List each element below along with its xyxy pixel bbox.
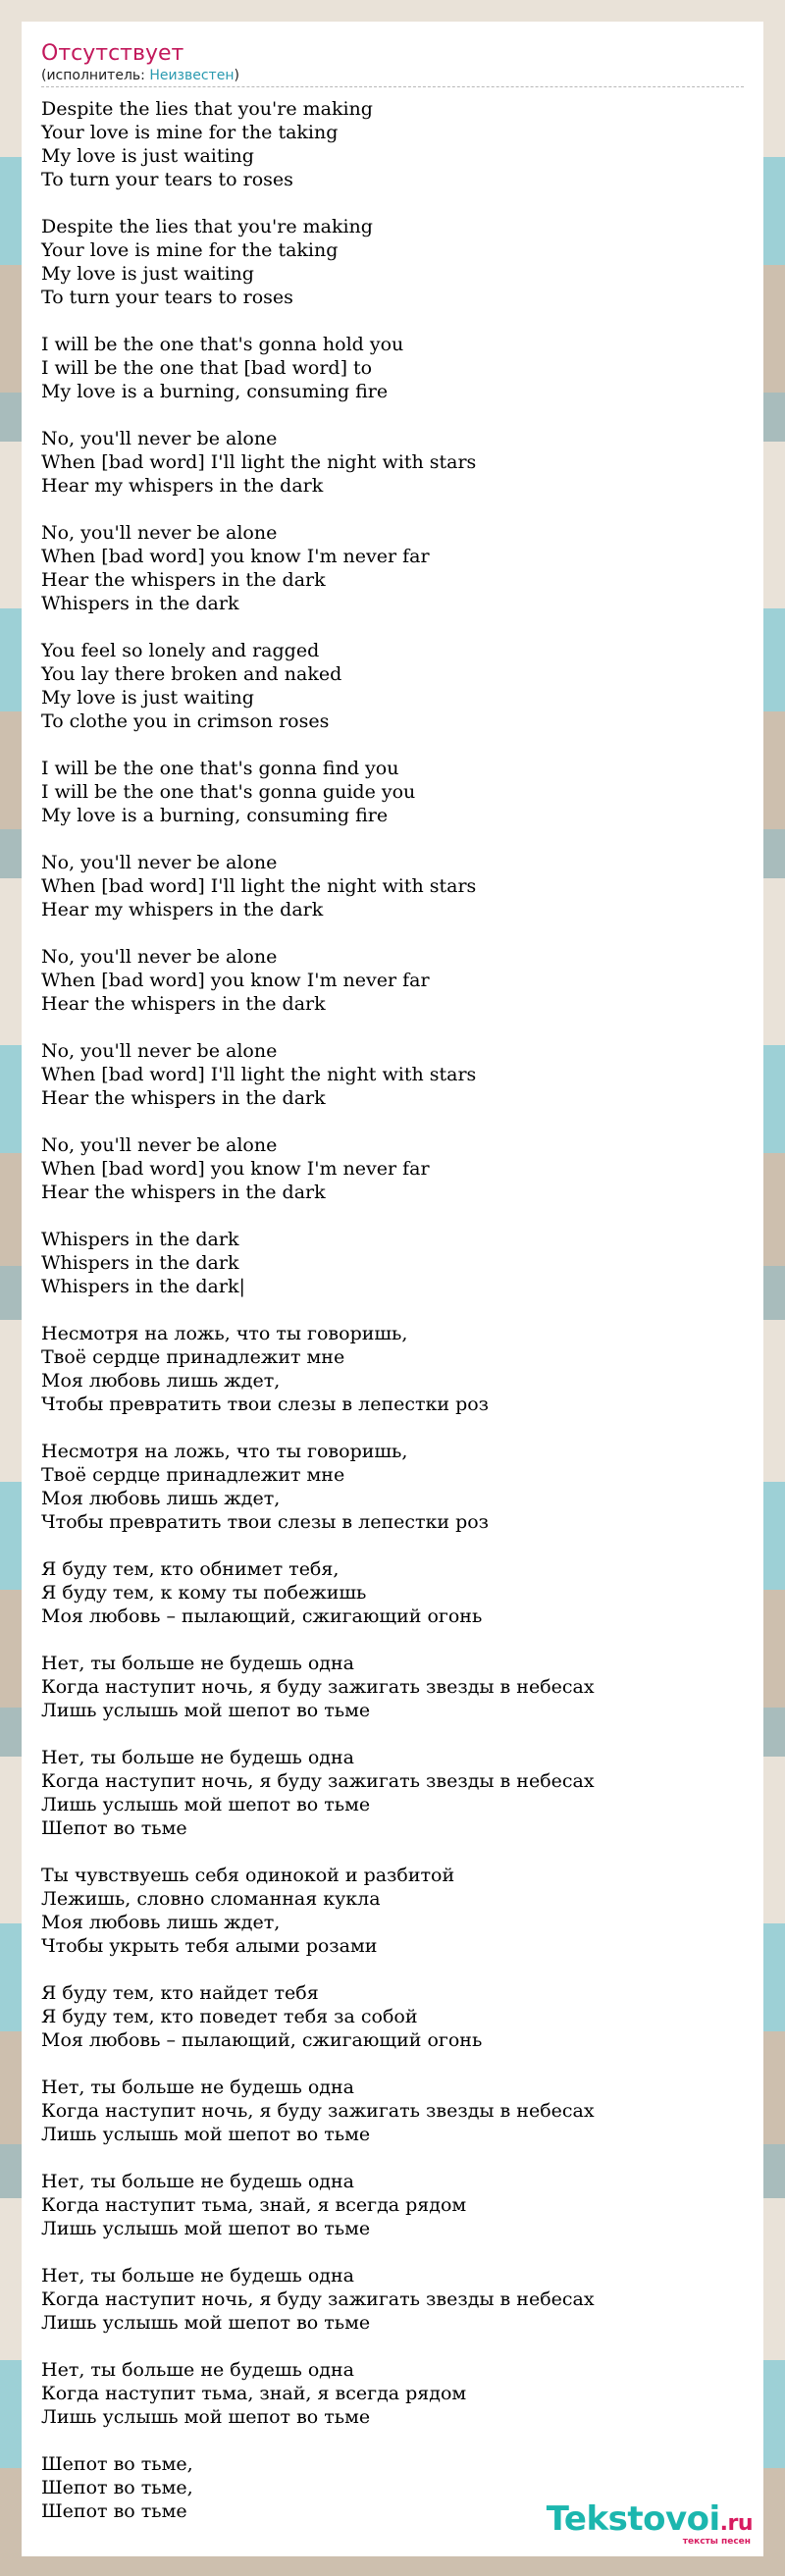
lyric-line: Your love is mine for the taking [41,122,339,143]
lyric-line: Despite the lies that you're making [41,98,373,120]
lyric-line: Лежишь, словно сломанная кукла [41,1888,381,1910]
stanza [41,1864,744,1958]
lyric-line: My love is a burning, consuming fire [41,381,389,402]
lyric-line: Лишь услышь мой шепот во тьме [41,2124,371,2145]
lyrics-card [22,22,763,2556]
lyric-line: Лишь услышь мой шепот во тьме [41,1794,371,1815]
lyric-line: Несмотря на ложь, что ты говоришь, [41,1323,408,1344]
lyric-line: To turn your tears to roses [41,169,293,190]
lyric-line: Несмотря на ложь, что ты говоришь, [41,1441,408,1462]
artist-line [41,67,239,84]
lyric-line: Hear the whispers in the dark [41,1182,326,1203]
stanza [41,1557,744,1628]
lyric-line: Твоё сердце принадлежит мне [41,1464,345,1486]
lyric-line: Шепот во тьме, [41,2477,193,2498]
lyric-line: No, you'll never be alone [41,428,278,449]
stanza [41,1228,744,1298]
lyric-line: My love is just waiting [41,145,254,167]
lyric-line: I will be the one that's gonna find you [41,758,399,779]
lyric-line: I will be the one that's gonna guide you [41,781,416,803]
lyric-line: Whispers in the dark [41,1229,239,1250]
lyric-line: When [bad word] you know I'm never far [41,1158,430,1180]
logo-tld: .ru [719,2511,753,2536]
lyrics-text [41,97,744,2547]
lyric-line: No, you'll never be alone [41,946,278,968]
stanza [41,1981,744,2052]
lyric-line: Моя любовь лишь ждет, [41,1488,281,1509]
lyric-line: I will be the one that's gonna hold you [41,334,404,355]
lyric-line: Hear my whispers in the dark [41,475,324,497]
lyric-line: When [bad word] I'll light the night with stars [41,875,477,897]
lyric-line: Чтобы превратить твои слезы в лепестки роз [41,1393,490,1415]
lyrics-translation [41,1322,744,2523]
stanza [41,1039,744,1110]
lyric-line: Я буду тем, кто обнимет тебя, [41,1558,340,1580]
lyric-line: Когда наступит тьма, знай, я всегда рядом [41,2383,467,2404]
lyric-line: Hear the whispers in the dark [41,1087,326,1109]
lyric-line: When [bad word] you know I'm never far [41,970,430,991]
lyric-line: Лишь услышь мой шепот во тьме [41,2312,371,2334]
lyric-line: Your love is mine for the taking [41,239,339,261]
lyric-line: When [bad word] I'll light the night with stars [41,451,477,473]
stanza [41,333,744,403]
lyric-line: My love is a burning, consuming fire [41,805,389,826]
stanza [41,1746,744,1840]
lyrics-original [41,97,744,1298]
lyric-line: Нет, ты больше не будешь одна [41,2359,355,2381]
lyric-line: Whispers in the dark| [41,1276,245,1297]
lyric-line: To clothe you in crimson roses [41,710,330,732]
stanza [41,1652,744,1722]
stanza [41,2264,744,2335]
lyric-line: Шепот во тьме, [41,2453,193,2475]
lyric-line: Hear my whispers in the dark [41,899,324,920]
stanza [41,2076,744,2146]
lyric-line: No, you'll never be alone [41,1040,278,1062]
lyric-line: My love is just waiting [41,687,254,709]
lyric-line: Я буду тем, к кому ты побежишь [41,1582,367,1603]
lyric-line: Hear the whispers in the dark [41,569,326,591]
lyric-line: Когда наступит ночь, я буду зажигать звезды в небесах [41,2288,595,2310]
lyric-line: When [bad word] I'll light the night with stars [41,1064,477,1085]
lyric-line: Когда наступит ночь, я буду зажигать звезды в небесах [41,2100,595,2122]
lyric-line: Когда наступит ночь, я буду зажигать звезды в небесах [41,1676,595,1698]
logo-tagline: тексты песен [682,2537,751,2547]
lyric-line: Ты чувствуешь себя одинокой и разбитой [41,1865,455,1886]
stanza [41,639,744,733]
lyric-line: No, you'll never be alone [41,522,278,544]
lyric-line: Когда наступит тьма, знай, я всегда рядом [41,2194,467,2216]
lyric-line: Whispers in the dark [41,1252,239,1274]
lyric-line: Despite the lies that you're making [41,216,373,237]
stanza [41,427,744,498]
artist-link[interactable]: Неизвестен [149,68,235,83]
lyric-line: Моя любовь лишь ждет, [41,1912,281,1933]
lyric-line: Whispers in the dark [41,593,239,614]
lyric-line: My love is just waiting [41,263,254,285]
lyric-line: Лишь услышь мой шепот во тьме [41,1700,371,1721]
artist-suffix: ) [234,68,239,83]
lyric-line: Когда наступит ночь, я буду зажигать звезды в небесах [41,1770,595,1792]
stanza [41,215,744,309]
lyric-line: To turn your tears to roses [41,287,293,308]
lyric-line: When [bad word] you know I'm never far [41,546,430,567]
stanza [41,97,744,191]
stanza [41,1322,744,1416]
lyric-line: Нет, ты больше не будешь одна [41,1653,355,1674]
lyric-line: Твоё сердце принадлежит мне [41,1346,345,1368]
logo-brand: Tekstovoi [546,2499,720,2539]
stanza [41,2170,744,2240]
lyric-line: Нет, ты больше не будешь одна [41,2265,355,2287]
lyric-line: Нет, ты больше не будешь одна [41,2077,355,2098]
lyric-line: Лишь услышь мой шепот во тьме [41,2218,371,2239]
artist-prefix: (исполнитель: [41,68,150,83]
lyric-line: Нет, ты больше не будешь одна [41,2171,355,2192]
stanza [41,757,744,827]
lyric-line: You lay there broken and naked [41,663,342,685]
lyric-line: Моя любовь – пылающий, сжигающий огонь [41,2029,483,2051]
lyric-line: Я буду тем, кто найдет тебя [41,1982,319,2004]
stanza [41,1440,744,1534]
lyric-line: Лишь услышь мой шепот во тьме [41,2406,371,2428]
lyric-line: Чтобы превратить твои слезы в лепестки роз [41,1511,490,1533]
lyric-line: Шепот во тьме [41,1817,187,1839]
stanza [41,1133,744,1204]
lyric-line: Hear the whispers in the dark [41,993,326,1015]
lyric-line: Моя любовь лишь ждет, [41,1370,281,1392]
lyric-line: You feel so lonely and ragged [41,640,320,661]
stanza [41,945,744,1016]
stanza [41,851,744,921]
lyric-line: No, you'll never be alone [41,1134,278,1156]
lyric-line: I will be the one that [bad word] to [41,357,373,379]
stanza [41,2358,744,2429]
header-divider [41,86,744,87]
lyric-line: Чтобы укрыть тебя алыми розами [41,1935,378,1957]
lyric-line: Моя любовь – пылающий, сжигающий огонь [41,1605,483,1627]
lyric-line: No, you'll never be alone [41,852,278,873]
lyric-line: Шепот во тьме [41,2500,187,2522]
stanza [41,521,744,615]
lyric-line: Нет, ты больше не будешь одна [41,1747,355,1768]
lyric-line: Я буду тем, кто поведет тебя за собой [41,2006,418,2027]
song-title: Отсутствует [41,41,184,66]
site-logo[interactable] [535,2499,760,2547]
